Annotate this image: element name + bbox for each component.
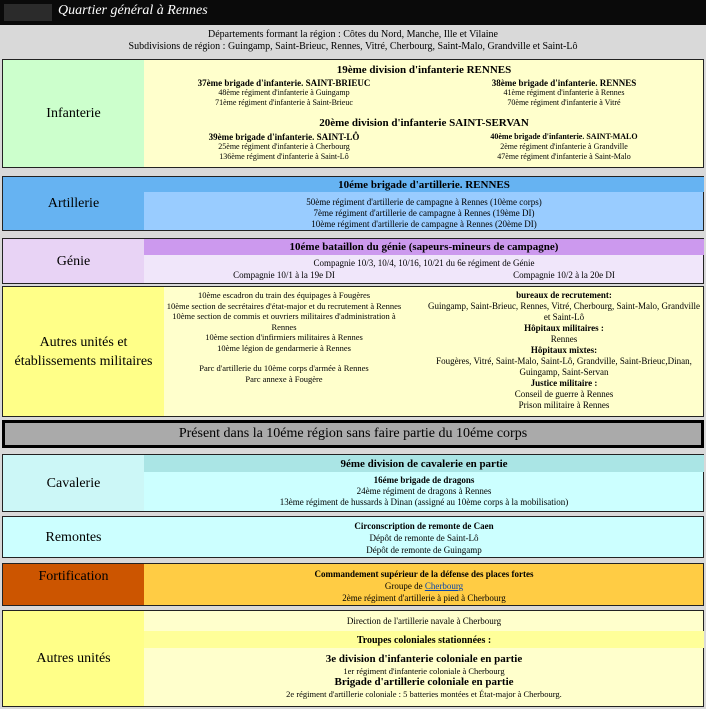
etab-left-4: 10ème section d'infirmiers militaires à Rennes bbox=[205, 332, 363, 342]
bureaux-list: Guingamp, Saint-Brieuc, Rennes, Vitré, Cherbourg, Saint-Malo, Grandville et Saint-Lô bbox=[427, 301, 701, 322]
fortification-l3: 2ème régiment d'artillerie à pied à Cherbourg bbox=[342, 593, 506, 603]
cavalerie-r1: 24ème régiment de dragons à Rennes bbox=[356, 486, 492, 496]
hopitaux-mixtes-list: Fougères, Vitré, Saint-Malo, Saint-Lô, Grandville, Saint-Brieuc,Dinan, Guingamp, Saint-Servan bbox=[436, 356, 692, 377]
brigade-37-r2: 71ème régiment d'infanterie à Saint-Brieuc bbox=[215, 98, 353, 107]
bureaux-title: bureaux de recrutement: bbox=[516, 290, 612, 300]
label-autres-etablissements: Autres unités et établissements militaires bbox=[3, 287, 164, 416]
div19-title: 19ème division d'infanterie RENNES bbox=[336, 64, 512, 76]
section-artillerie bbox=[2, 176, 704, 231]
label-infanterie: Infanterie bbox=[3, 60, 144, 167]
artillerie-r2: 7ème régiment d'artillerie de campagne à Rennes (19ème DI) bbox=[313, 208, 535, 218]
fortification-l2-prefix: Groupe de bbox=[384, 581, 425, 591]
present-banner bbox=[2, 420, 704, 448]
artillerie-list bbox=[144, 197, 704, 230]
label-cavalerie: Cavalerie bbox=[3, 455, 144, 511]
genie-company-20: Compagnie 10/2 à la 20e DI bbox=[513, 270, 615, 280]
remontes-l2: Dépôt de remonte de Saint-Lô bbox=[369, 533, 479, 543]
label-artillerie: Artillerie bbox=[3, 177, 144, 230]
autres-list bbox=[144, 653, 704, 699]
brigade-40-r1: 2ème régiment d'infanterie à Grandville bbox=[500, 142, 628, 151]
brigade-38-title: 38ème brigade d'infanterie. RENNES bbox=[491, 78, 637, 88]
label-remontes: Remontes bbox=[45, 529, 102, 545]
brigade-38 bbox=[424, 78, 704, 108]
brigade-40-title: 40ème brigade d'infanterie. SAINT-MALO bbox=[490, 132, 638, 141]
fortification-l1: Commandement supérieur de la défense des places fortes bbox=[314, 569, 534, 579]
brigade-38-r1: 41ème régiment d'infanterie à Rennes bbox=[503, 88, 625, 97]
brigade-39-title: 39ème brigade d'infanterie. SAINT-LÔ bbox=[208, 132, 360, 142]
etab-left-8: Parc annexe à Fougère bbox=[245, 373, 323, 384]
autres-l2: Troupes coloniales stationnées : bbox=[144, 631, 704, 648]
brigade-37 bbox=[144, 78, 424, 108]
intro-departements: Départements formant la région : Côtes du Nord, Manche, Ille et Vilaine bbox=[208, 29, 498, 40]
remontes-list bbox=[144, 520, 704, 556]
autres-l4: 1er régiment d'infanterie coloniale à Cherbourg bbox=[343, 666, 505, 676]
present-title: Présent dans la 10éme région sans faire partie du 10éme corps bbox=[5, 423, 701, 445]
autres-l6: 2e régiment d'artillerie coloniale : 5 batteries montées et État-major à Cherbourg. bbox=[286, 689, 562, 699]
hopitaux-mixtes-title: Hôpitaux mixtes: bbox=[530, 345, 598, 355]
autres-l5: Brigade d'artillerie coloniale en partie bbox=[334, 676, 514, 688]
brigade-39-r2: 136ème régiment d'infanterie à Saint-Lô bbox=[219, 152, 349, 161]
brigade-40 bbox=[424, 132, 704, 162]
justice-title: Justice militaire : bbox=[530, 378, 598, 388]
cavalerie-brigade: 16éme brigade de dragons bbox=[373, 475, 475, 485]
genie-company-19: Compagnie 10/1 à la 19e DI bbox=[233, 270, 335, 280]
hopitaux-list: Rennes bbox=[550, 334, 578, 344]
genie-companies: Compagnie 10/3, 10/4, 10/16, 10/21 du 6e régiment de Génie bbox=[313, 258, 535, 268]
fortification-list bbox=[144, 568, 704, 604]
autres-l3: 3e division d'infanterie coloniale en partie bbox=[325, 653, 523, 665]
justice-2: Prison militaire à Rennes bbox=[518, 400, 610, 410]
section-fortification bbox=[2, 563, 704, 606]
label-fortification: Fortification bbox=[3, 564, 144, 605]
section-cavalerie bbox=[2, 454, 704, 512]
section-infanterie bbox=[2, 59, 704, 168]
genie-head: 10éme bataillon du génie (sapeurs-mineurs de campagne) bbox=[144, 239, 704, 255]
section-autres-unites bbox=[2, 610, 704, 707]
etab-left-3: Rennes bbox=[271, 321, 297, 332]
etab-left-7: Parc d'artillerie du 10ème corps d'armée à Rennes bbox=[199, 363, 369, 373]
header-logo bbox=[4, 4, 52, 21]
brigade-38-r2: 70ème régiment d'infanterie à Vitré bbox=[507, 98, 621, 107]
brigade-37-r1: 48ème régiment d'infanterie à Guingamp bbox=[218, 88, 350, 97]
section-genie bbox=[2, 238, 704, 284]
justice-1: Conseil de guerre à Rennes bbox=[514, 389, 614, 399]
artillerie-r1: 50ème régiment d'artillerie de campagne à Rennes (10ème corps) bbox=[306, 197, 542, 207]
etab-left-spacer bbox=[144, 353, 424, 363]
remontes-l1: Circonscription de remonte de Caen bbox=[354, 521, 494, 531]
cherbourg-link[interactable]: Cherbourg bbox=[424, 581, 464, 591]
label-genie: Génie bbox=[3, 239, 144, 283]
cavalerie-head: 9éme division de cavalerie en partie bbox=[144, 455, 704, 472]
artillerie-head: 10éme brigade d'artillerie. RENNES bbox=[144, 177, 704, 192]
autres-l1: Direction de l'artillerie navale à Cherbourg bbox=[346, 616, 502, 626]
div20-title: 20ème division d'infanterie SAINT-SERVAN bbox=[319, 117, 529, 129]
etab-left-list bbox=[144, 290, 424, 384]
page-header bbox=[0, 0, 706, 25]
etab-left-1: 10ème section de secrétaires d'état-major et du recrutement à Rennes bbox=[166, 300, 402, 311]
intro-block bbox=[0, 29, 706, 53]
section-remontes bbox=[2, 516, 704, 558]
artillerie-r3: 10ème régiment d'artillerie de campagne à Rennes (20ème DI) bbox=[311, 219, 537, 229]
etab-left-0: 10ème escadron du train des équipages à Fougères bbox=[197, 290, 371, 300]
etab-left-2: 10ème section de commis et ouvriers militaires d'administration à bbox=[172, 311, 396, 321]
etab-right-list bbox=[424, 290, 704, 411]
remontes-l3: Dépôt de remonte de Guingamp bbox=[366, 545, 482, 555]
hopitaux-title: Hôpitaux militaires : bbox=[524, 323, 604, 333]
brigade-37-title: 37ème brigade d'infanterie. SAINT-BRIEUC bbox=[197, 78, 371, 88]
page-title: Quartier général à Rennes bbox=[58, 3, 208, 18]
fortification-l2 bbox=[144, 580, 704, 592]
label-autres-unites: Autres unités bbox=[3, 611, 144, 706]
cavalerie-list bbox=[144, 475, 704, 508]
intro-subdivisions: Subdivisions de région : Guingamp, Saint-Brieuc, Rennes, Vitré, Cherbourg, Saint-Malo, Grandville et Saint-Lô bbox=[128, 41, 578, 52]
etab-left-5: 10ème légion de gendarmerie à Rennes bbox=[217, 342, 351, 353]
brigade-39-r1: 25ème régiment d'infanterie à Cherbourg bbox=[218, 142, 350, 151]
section-autres-etablissements bbox=[2, 286, 704, 417]
cavalerie-r2: 13ème régiment de hussards à Dinan (assigné au 10ème corps à la mobilisation) bbox=[279, 497, 569, 507]
brigade-40-r2: 47ème régiment d'infanterie à Saint-Malo bbox=[497, 152, 631, 161]
brigade-39 bbox=[144, 132, 424, 162]
